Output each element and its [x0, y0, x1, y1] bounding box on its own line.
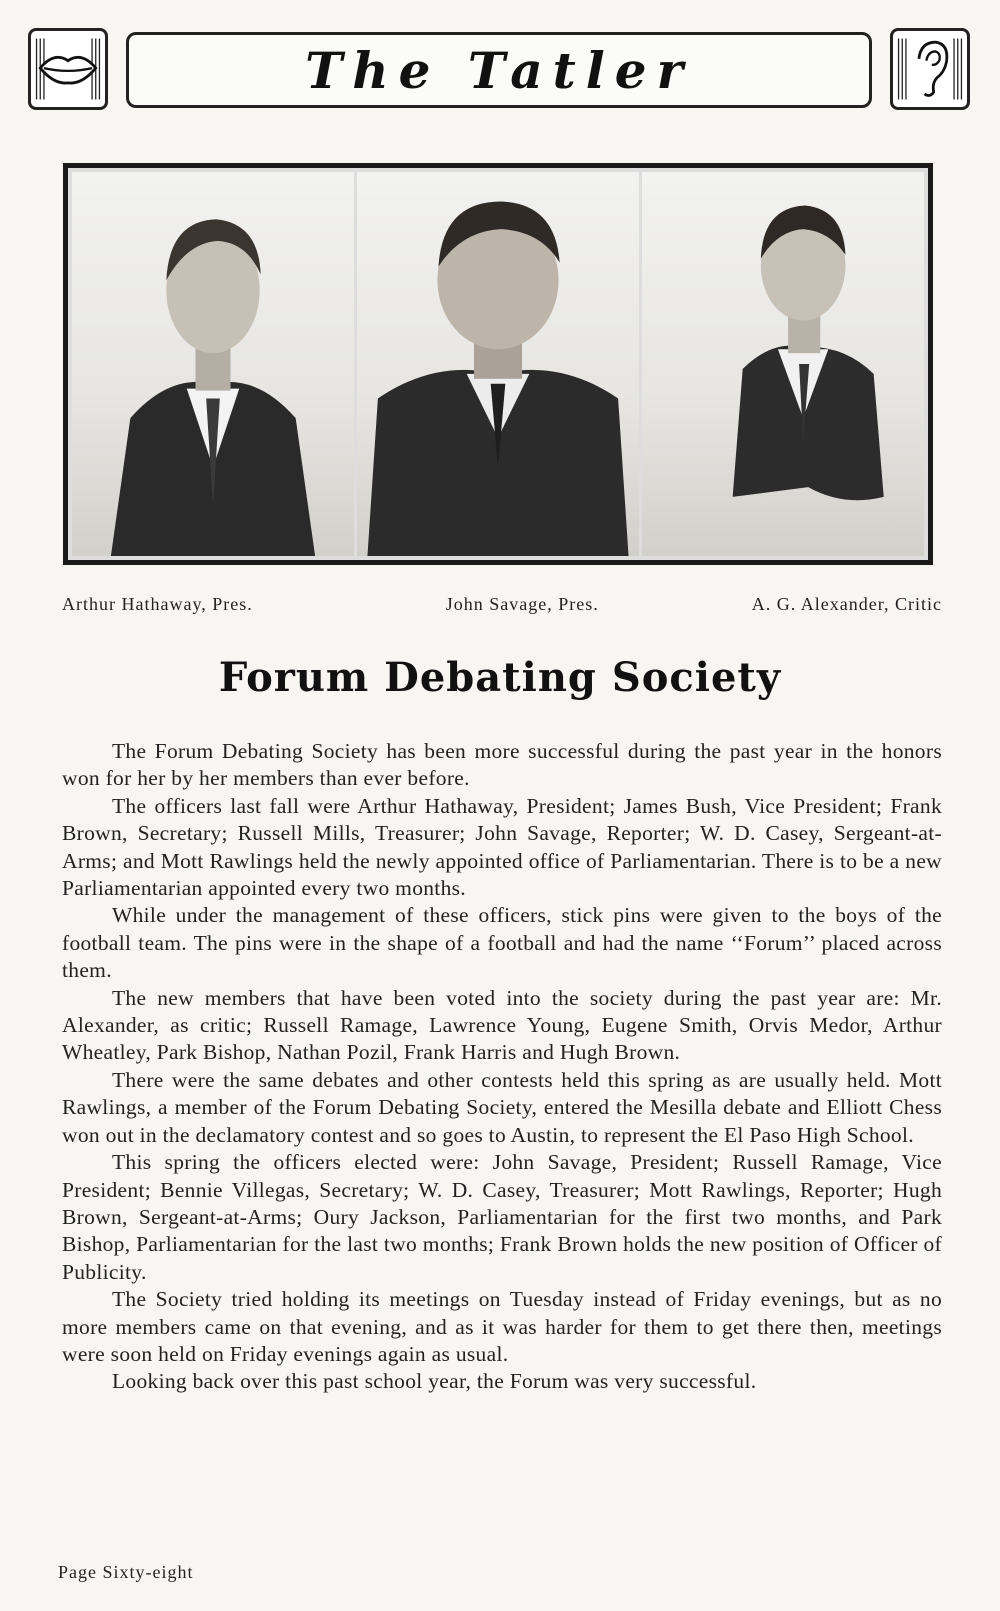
portrait-john-savage	[357, 172, 639, 556]
article-heading: Forum Debating Society	[218, 654, 782, 701]
masthead-title-box	[126, 32, 872, 108]
article-body	[62, 738, 942, 1396]
article-paragraph: The new members that have been voted into the society during the past year are: Mr. Alexander, as critic; Russell Ramage, Lawrence Young, Eugene Smith, Orvis Medor, Arthur Wheatley, Park Bishop, Nathan Pozil, Frank Harris and Hugh Brown.	[62, 985, 942, 1065]
article-paragraph: The Society tried holding its meetings on Tuesday instead of Friday evenings, but as no more members came on that evening, and as it was harder for them to get there then, meetings were soon held on Friday evenings again as usual.	[62, 1287, 942, 1366]
portrait-caption: Arthur Hathaway, Pres.	[62, 594, 253, 614]
article-paragraph: There were the same debates and other contests held this spring as are usually held. Mott Rawlings, a member of the Forum Debating Society, entered the Mesilla debate and Elliott Chess won out in the declamatory contest and so goes to Austin, to represent the El Paso High School.	[62, 1067, 942, 1147]
officer-portraits-panel	[63, 163, 933, 565]
article-paragraph: This spring the officers elected were: John Savage, President; Russell Ramage, Vice President; Bennie Villegas, Secretary; W. D. Casey, Treasurer; Mott Rawlings, Reporter; Hugh Brown, Sergeant-at-Arms; Oury Jackson, Parliamentarian for the first two months, and Park Bishop, Parliamentarian for the last two months; Frank Brown holds the new position of Officer of Publicity.	[62, 1150, 942, 1284]
portrait-arthur-hathaway	[72, 172, 354, 556]
article-paragraph: Looking back over this past school year, the Forum was very successful.	[112, 1369, 757, 1394]
article-paragraph: The officers last fall were Arthur Hathaway, President; James Bush, Vice President; Frank Brown, Secretary; Russell Mills, Treasurer; John Savage, Reporter; W. D. Casey, Sergeant-at-Arms; and Mott Rawlings held the newly appointed office of Parliamentarian. There is to be a new Parliamentarian appointed every two months.	[62, 793, 942, 901]
page-number: Page Sixty-eight	[58, 1562, 194, 1582]
article-paragraph: The Forum Debating Society has been more successful during the past year in the honors won for her by her members than ever before.	[62, 739, 942, 791]
portrait-caption: John Savage, Pres.	[445, 594, 599, 614]
ear-icon	[890, 28, 970, 110]
masthead-title: The Tatler	[305, 40, 693, 100]
portrait-a-g-alexander	[642, 172, 924, 556]
article-paragraph: While under the management of these officers, stick pins were given to the boys of the football team. The pins were in the shape of a football and had the name ‘‘Forum’’ placed across them.	[62, 903, 942, 983]
lips-icon	[28, 28, 108, 110]
masthead-header	[28, 28, 970, 112]
portrait-captions	[62, 594, 942, 615]
portrait-caption: A. G. Alexander, Critic	[751, 594, 942, 614]
